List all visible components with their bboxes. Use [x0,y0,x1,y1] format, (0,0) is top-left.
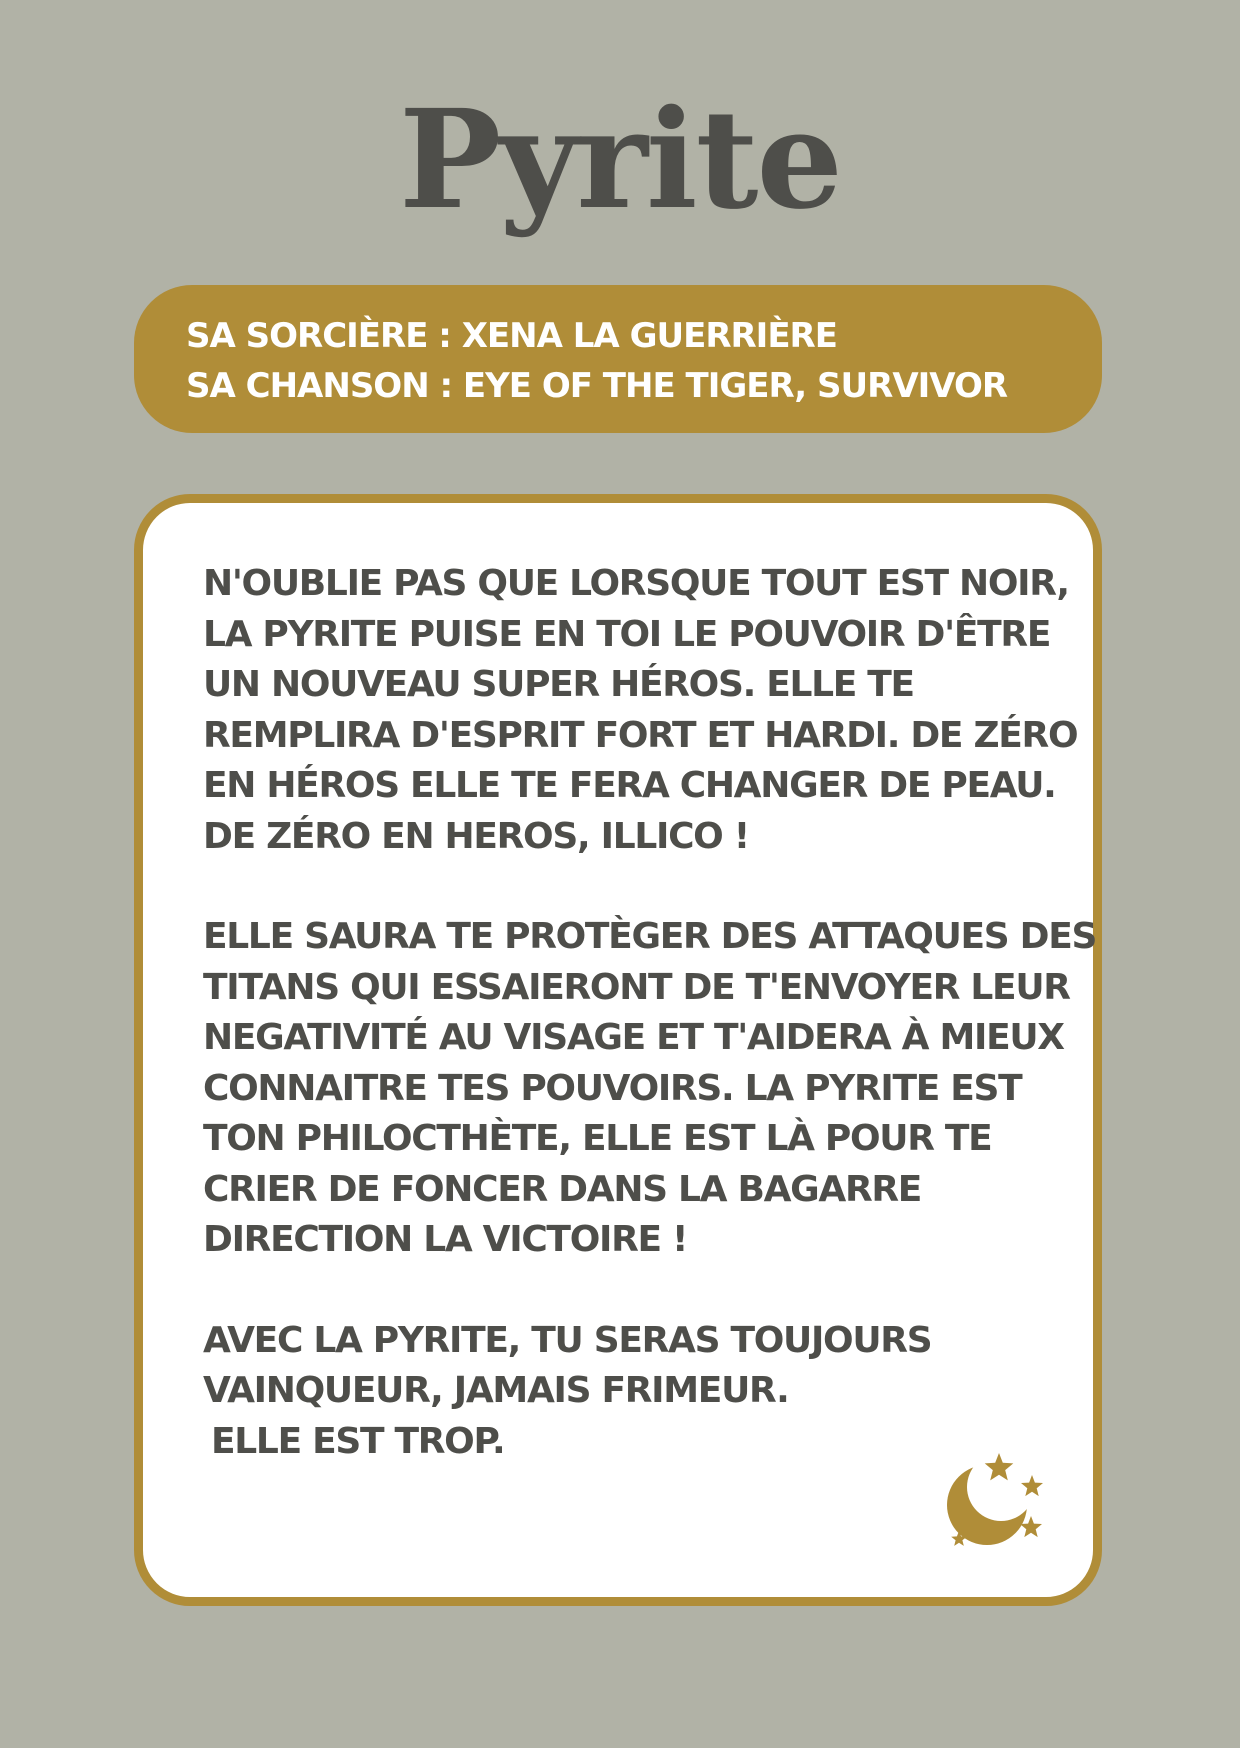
text-line: TITANS QUI ESSAIERONT DE T'ENVOYER LEUR [203,966,1070,1008]
song-line: SA CHANSON : EYE OF THE TIGER, SURVIVOR [186,366,1008,406]
text-line: CRIER DE FONCER DANS LA BAGARRE [203,1168,922,1210]
text-line: EN HÉROS ELLE TE FERA CHANGER DE PEAU. [203,765,1056,806]
description-text [203,559,1097,1467]
description-card [134,494,1102,1606]
text-line: LA PYRITE PUISE EN TOI LE POUVOIR D'ÊTRE [203,613,1051,655]
witch-line: SA SORCIÈRE : XENA LA GUERRIÈRE [186,316,837,356]
text-line: NEGATIVITÉ AU VISAGE ET T'AIDERA À MIEUX [203,1017,1064,1058]
text-line: VAINQUEUR, JAMAIS FRIMEUR. [203,1370,789,1411]
paragraph-1 [203,559,1083,862]
text-line: TON PHILOCTHÈTE, ELLE EST LÀ POUR TE [203,1118,992,1159]
text-line: REMPLIRA D'ESPRIT FORT ET HARDI. DE ZÉRO [203,714,1078,756]
paragraph-2 [203,912,1097,1266]
text-line: DIRECTION LA VICTOIRE ! [203,1219,688,1260]
text-line: ELLE EST TROP. [211,1420,505,1462]
page-title: Pyrite [399,80,841,240]
paragraph-3 [203,1316,1083,1468]
info-banner [134,285,1102,433]
text-line: AVEC LA PYRITE, TU SERAS TOUJOURS [203,1319,932,1361]
text-line: ELLE SAURA TE PROTÈGER DES ATTAQUES DES [203,916,1097,957]
text-line: N'OUBLIE PAS QUE LORSQUE TOUT EST NOIR, [203,563,1069,604]
moon-stars-icon [943,1453,1063,1563]
text-line: DE ZÉRO EN HEROS, ILLICO ! [203,815,749,857]
text-line: CONNAITRE TES POUVOIRS. LA PYRITE EST [203,1067,1022,1109]
text-line: UN NOUVEAU SUPER HÉROS. ELLE TE [203,664,914,705]
